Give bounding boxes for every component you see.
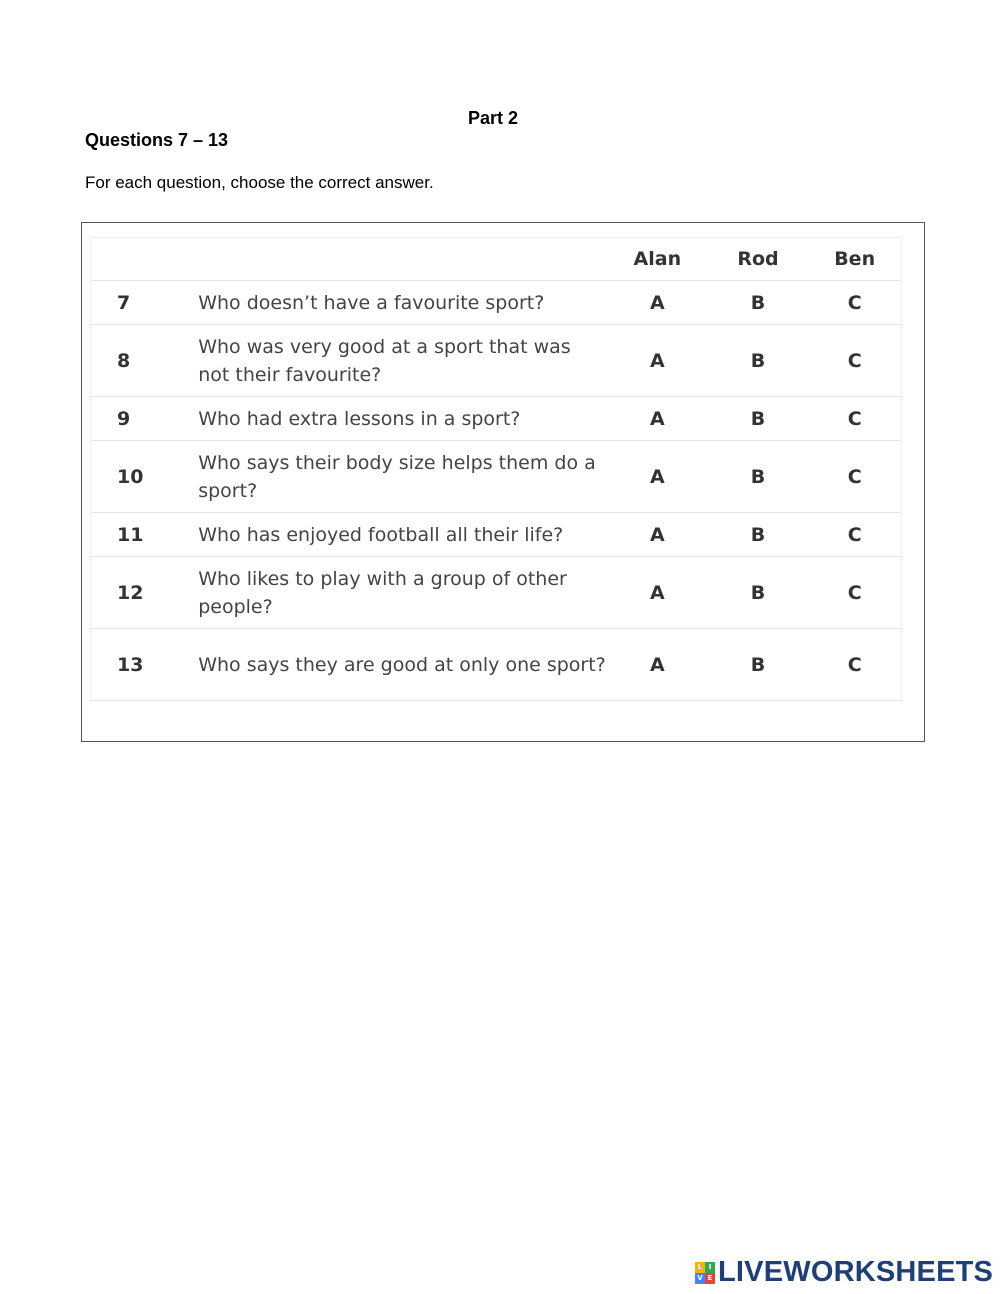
option-c[interactable]: C (808, 281, 901, 325)
question-text: Who was very good at a sport that was not their favourite? (198, 325, 607, 397)
option-c[interactable]: C (808, 397, 901, 441)
question-number: 12 (91, 557, 199, 629)
logo-text: LIVEWORKSHEETS (718, 1256, 994, 1288)
question-text: Who says they are good at only one sport? (198, 629, 607, 701)
option-b[interactable]: B (708, 325, 809, 397)
question-text: Who says their body size helps them do a sport? (198, 441, 607, 513)
question-number: 7 (91, 281, 199, 325)
header-rod: Rod (708, 238, 809, 281)
option-a[interactable]: A (607, 513, 708, 557)
question-text: Who has enjoyed football all their life? (198, 513, 607, 557)
option-b[interactable]: B (708, 441, 809, 513)
question-text: Who doesn’t have a favourite sport? (198, 281, 607, 325)
instruction-text: For each question, choose the correct answer. (85, 173, 434, 192)
option-a[interactable]: A (607, 325, 708, 397)
part-title: Part 2 (467, 108, 519, 128)
header-ben: Ben (808, 238, 901, 281)
question-number: 9 (91, 397, 199, 441)
option-a[interactable]: A (607, 281, 708, 325)
option-b[interactable]: B (708, 629, 809, 701)
logo-mark-icon: L I V E (695, 1262, 715, 1284)
question-number: 8 (91, 325, 199, 397)
table-row (91, 281, 902, 325)
option-b[interactable]: B (708, 397, 809, 441)
header-alan: Alan (607, 238, 708, 281)
questions-table (90, 237, 902, 701)
question-text: Who likes to play with a group of other people? (198, 557, 607, 629)
question-text: Who had extra lessons in a sport? (198, 397, 607, 441)
question-number: 10 (91, 441, 199, 513)
option-c[interactable]: C (808, 441, 901, 513)
table-row (91, 397, 902, 441)
table-row (91, 513, 902, 557)
table-row (91, 325, 902, 397)
option-b[interactable]: B (708, 557, 809, 629)
table-header-row (91, 238, 902, 281)
option-a[interactable]: A (607, 557, 708, 629)
questions-table-frame (81, 222, 925, 742)
option-c[interactable]: C (808, 557, 901, 629)
table-row (91, 557, 902, 629)
questions-heading: Questions 7 – 13 (85, 130, 229, 150)
question-number: 11 (91, 513, 199, 557)
table-row (91, 441, 902, 513)
option-a[interactable]: A (607, 397, 708, 441)
option-c[interactable]: C (808, 629, 901, 701)
option-b[interactable]: B (708, 281, 809, 325)
option-b[interactable]: B (708, 513, 809, 557)
option-a[interactable]: A (607, 629, 708, 701)
option-c[interactable]: C (808, 325, 901, 397)
header-question (198, 238, 607, 281)
header-number (91, 238, 199, 281)
liveworksheets-logo (695, 1256, 993, 1289)
option-c[interactable]: C (808, 513, 901, 557)
question-number: 13 (91, 629, 199, 701)
table-row (91, 629, 902, 701)
option-a[interactable]: A (607, 441, 708, 513)
